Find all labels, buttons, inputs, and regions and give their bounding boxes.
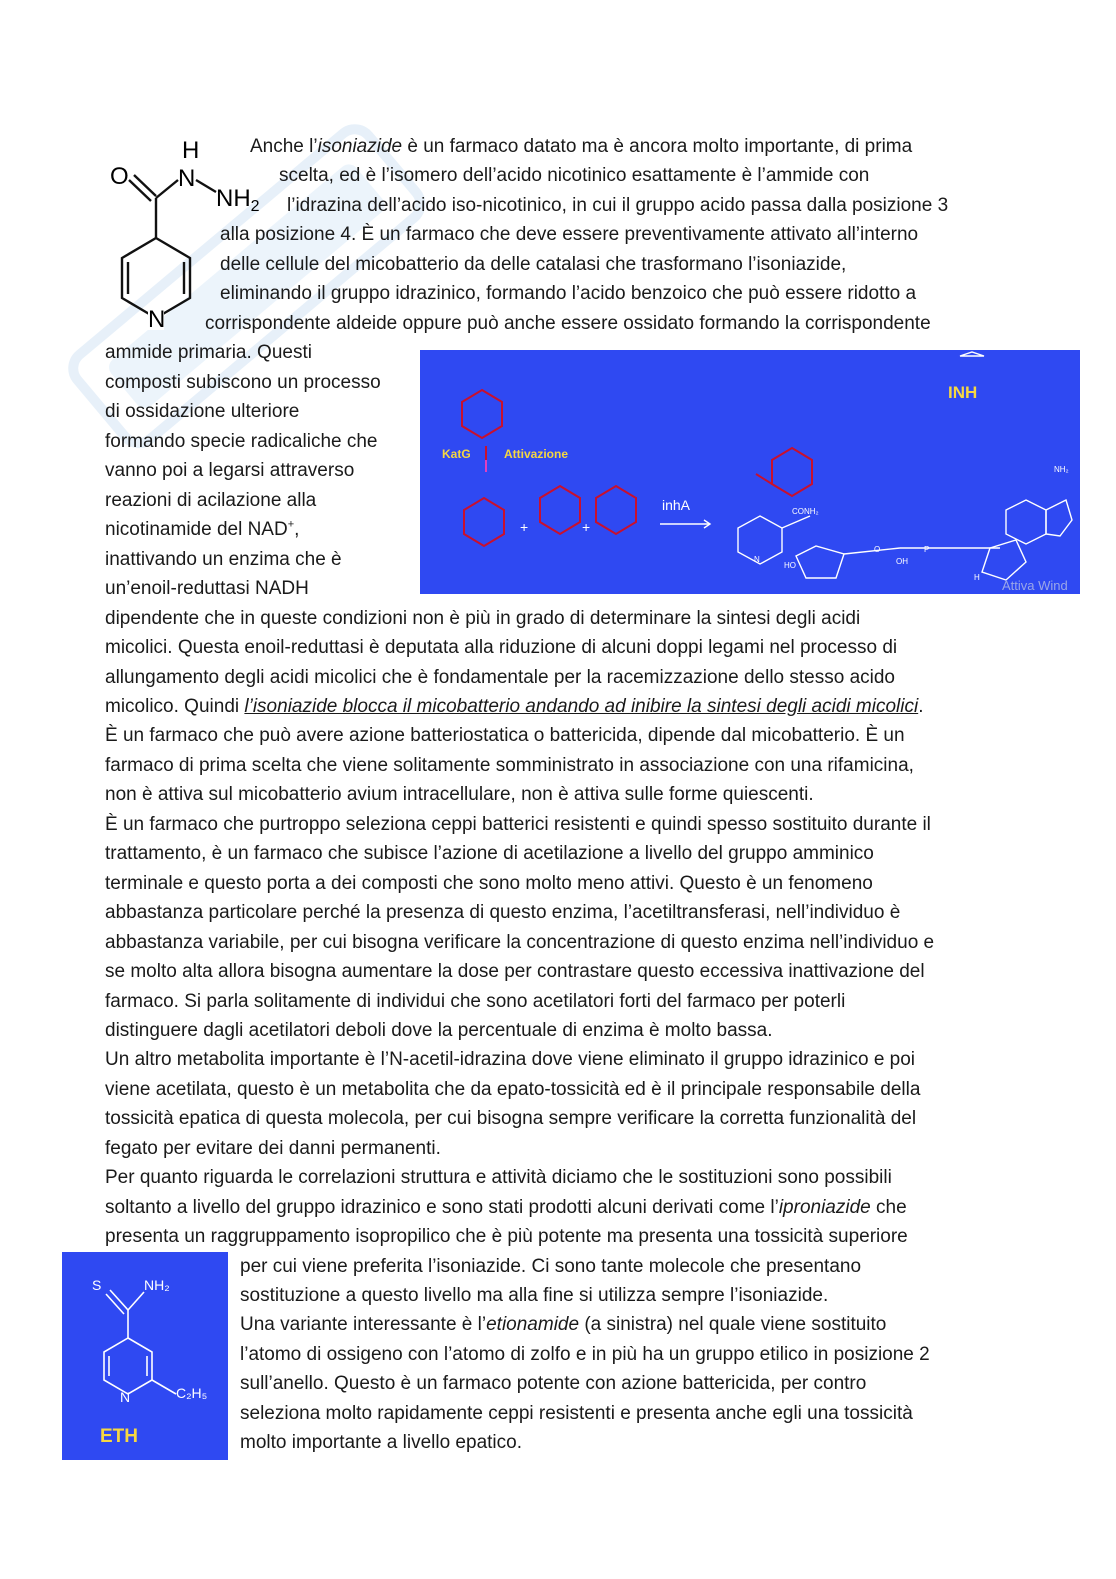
text-line: micolico. Quindi l’isoniazide blocca il micobatterio andando ad inibire la sintesi degli acidi micolici. <box>105 696 924 717</box>
atom-ring-n: N <box>148 306 166 333</box>
h-label: H <box>974 573 980 582</box>
text-line: distinguere dagli acetilatori deboli dove la percentuale di enzima è molto bassa. <box>105 1020 773 1041</box>
text-line: inattivando un enzima che è <box>105 549 342 570</box>
text-line: È un farmaco che purtroppo seleziona ceppi batterici resistenti e quindi spesso sostituito durante il <box>105 814 931 835</box>
text-line: sull’anello. Questo è un farmaco potente con azione battericida, per contro <box>240 1373 867 1394</box>
oh-label: OH <box>896 557 908 566</box>
inha-label: inhA <box>662 497 691 513</box>
eth-nh2-label: NH₂ <box>144 1277 170 1293</box>
text-line: fegato per evitare dei danni permanenti. <box>105 1138 441 1159</box>
n-label: N <box>754 555 760 564</box>
text-line: viene acetilata, questo è un metabolita che da epato-tossicità ed è il principale responsabile della <box>105 1079 921 1100</box>
text-line: Anche l’isoniazide è un farmaco datato ma è ancora molto importante, di prima <box>250 136 913 157</box>
ho-label: HO <box>784 561 796 570</box>
text-line: molto importante a livello epatico. <box>240 1432 522 1453</box>
text-line: eliminando il gruppo idrazinico, formando l’acido benzoico che può essere ridotto a <box>220 283 917 304</box>
text-line: scelta, ed è l’isomero dell’acido nicotinico esattamente è l’ammide con <box>279 165 870 186</box>
text-line: per cui viene preferita l’isoniazide. Ci sono tante molecole che presentano <box>240 1256 862 1277</box>
text-line: alla posizione 4. È un farmaco che deve essere preventivamente attivato all’interno <box>220 224 919 245</box>
text-line: Per quanto riguarda le correlazioni struttura e attività diciamo che le sostituzioni sono possibili <box>105 1167 892 1188</box>
text-line: corrispondente aldeide oppure può anche essere ossidato formando la corrispondente <box>205 313 931 334</box>
text-line: non è attiva sul micobatterio avium intracellulare, non è attiva sulle forme quiescenti. <box>105 784 814 805</box>
text-line: presenta un raggruppamento isopropilico che è più potente ma presenta una tossicità superiore <box>105 1226 908 1247</box>
p-label: P <box>924 545 930 554</box>
eth-label: ETH <box>100 1426 138 1447</box>
text-line: abbastanza particolare perché la presenza di questo enzima, l’acetiltransferasi, nell’individuo è <box>105 902 901 923</box>
katg-label: KatG <box>442 447 471 461</box>
atom-n: N <box>178 165 196 192</box>
atom-h: H <box>182 137 200 164</box>
atom-o: O <box>110 163 129 190</box>
conh2-label: CONH₂ <box>792 507 819 516</box>
text-line: abbastanza variabile, per cui bisogna verificare la concentrazione di questo enzima nell’individuo e <box>105 932 935 953</box>
plus-sign: + <box>582 519 591 535</box>
text-line: farmaco. Si parla solitamente di individui che sono acetilatori forti del farmaco per poterli <box>105 991 846 1012</box>
o-label: O <box>874 545 881 554</box>
plus-sign: + <box>520 519 529 535</box>
atom-nh2-sub: 2 <box>250 198 260 215</box>
text-line: farmaco di prima scelta che viene solitamente somministrato in associazione con una rifamicina, <box>105 755 914 776</box>
text-line: se molto alta allora bisogna aumentare la dose per contrastare questo eccessiva inattivazione del <box>105 961 925 982</box>
atom-nh2: NH <box>216 185 251 212</box>
text-line: micolici. Questa enoil-reduttasi è deputata alla riduzione di alcuni doppi legami nel processo di <box>105 637 898 658</box>
etionamide-figure <box>62 1252 228 1460</box>
text-line: l’idrazina dell’acido iso-nicotinico, in cui il gruppo acido passa dalla posizione 3 <box>287 195 949 216</box>
eth-n-label: N <box>120 1389 131 1405</box>
text-line: Un altro metabolita importante è l’N-acetil-idrazina dove viene eliminato il gruppo idrazinico e poi <box>105 1049 916 1070</box>
text-line: nicotinamide del NAD+, <box>105 518 300 540</box>
text-line: dipendente che in queste condizioni non è più in grado di determinare la sintesi degli acidi <box>105 608 861 629</box>
activation-pathway-figure <box>420 350 1080 594</box>
text-line: Una variante interessante è l’etionamide (a sinistra) nel quale viene sostituito <box>240 1314 887 1335</box>
text-line: soltanto a livello del gruppo idrazinico e sono stati prodotti alcuni derivati come l’iproniazide che <box>105 1197 907 1218</box>
text-line: allungamento degli acidi micolici che è fondamentale per la racemizzazione dello stesso acido <box>105 667 895 688</box>
text-line: tossicità epatica di questa molecola, per cui bisogna sempre verificare la corretta funzionalità del <box>105 1108 917 1129</box>
text-line: ammide primaria. Questi <box>105 342 312 363</box>
text-line: trattamento, è un farmaco che subisce l’azione di acetilazione a livello del gruppo amminico <box>105 843 874 864</box>
nh2-label: NH₂ <box>1054 465 1069 474</box>
text-line: delle cellule del micobatterio da delle catalasi che trasformano l’isoniazide, <box>220 254 847 275</box>
attivazione-label: Attivazione <box>504 447 569 461</box>
text-line: vanno poi a legarsi attraverso <box>105 460 355 481</box>
eth-c2h5-label: C₂H₅ <box>176 1385 208 1401</box>
text-line: di ossidazione ulteriore <box>105 401 300 422</box>
os-watermark-text: Attiva Wind <box>1002 578 1068 593</box>
text-line: composti subiscono un processo <box>105 372 381 393</box>
text-line: terminale e questo porta a dei composti che sono molto meno attivi. Questo è un fenomeno <box>105 873 873 894</box>
text-line: formando specie radicaliche che <box>105 431 378 452</box>
text-line: sostituzione a questo livello ma alla fine si utilizza sempre l’isoniazide. <box>240 1285 829 1306</box>
text-line: reazioni di acilazione alla <box>105 490 317 511</box>
text-line: È un farmaco che può avere azione batteriostatica o battericida, dipende dal micobatterio. È un <box>105 725 905 746</box>
inh-label: INH <box>948 383 978 402</box>
text-line: l’atomo di ossigeno con l’atomo di zolfo e in più ha un gruppo etilico in posizione 2 <box>240 1344 930 1365</box>
svg-text:NH2 <box>216 185 260 215</box>
text-line: un’enoil-reduttasi NADH <box>105 578 309 599</box>
eth-s-label: S <box>92 1277 102 1293</box>
text-line: seleziona molto rapidamente ceppi resistenti e presenta anche egli una tossicità <box>240 1403 913 1424</box>
